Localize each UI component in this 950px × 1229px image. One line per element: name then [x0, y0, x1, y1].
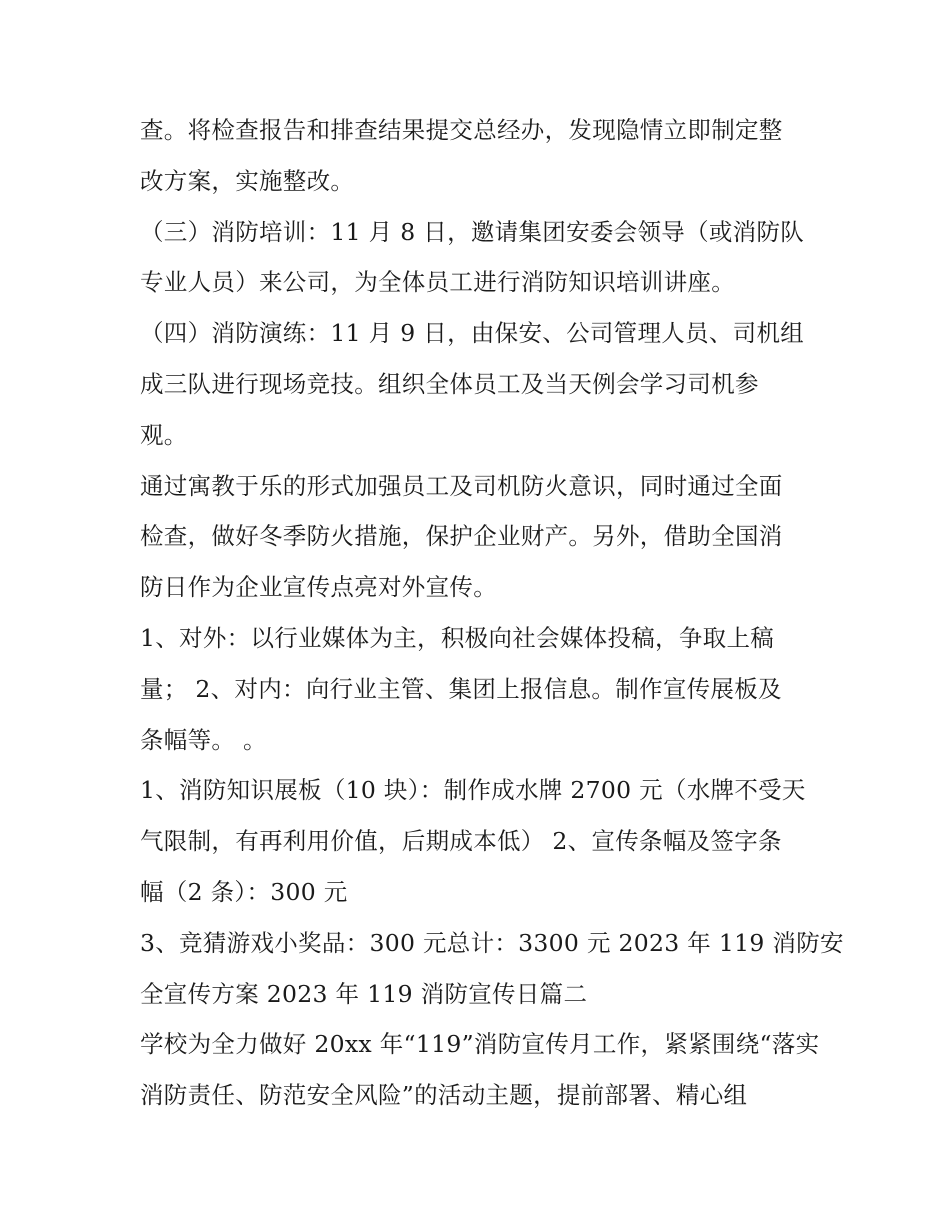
- text-line: 消防责任、防范安全风险”的活动主题，提前部署、精心组: [140, 1081, 748, 1110]
- text-line: 观。: [140, 420, 188, 449]
- text-line: 改方案，实施整改。: [140, 166, 355, 195]
- text-line: 条幅等。 。: [140, 725, 267, 754]
- document-body: [140, 105, 844, 1121]
- text-line: 气限制，有再利用价值，后期成本低） 2、宣传条幅及签字条: [140, 827, 782, 856]
- text-line: 3、竞猜游戏小奖品：300 元总计：3300 元 2023 年 119 消防安: [140, 928, 844, 957]
- text-line: 查。将检查报告和排查结果提交总经办，发现隐情立即制定整: [140, 116, 783, 144]
- text-line: （三）消防培训：11 月 8 日，邀请集团安委会领导（或消防队: [140, 217, 805, 246]
- text-line: 检查，做好冬季防火措施，保护企业财产。另外，借助全国消: [140, 522, 783, 551]
- text-line: 1、消防知识展板（10 块）：制作成水牌 2700 元（水牌不受天: [140, 776, 806, 805]
- text-line: 幅（2 条）：300 元: [140, 877, 348, 906]
- text-line: 1、对外：以行业媒体为主，积极向社会媒体投稿，争取上稿: [140, 623, 775, 652]
- text-line: 学校为全力做好 20xx 年“119”消防宣传月工作，紧紧围绕“落实: [140, 1030, 820, 1059]
- text-line: 成三队进行现场竞技。组织全体员工及当天例会学习司机参: [140, 369, 759, 398]
- text-line: 专业人员）来公司，为全体员工进行消防知识培训讲座。: [140, 268, 735, 297]
- text-line: 全宣传方案 2023 年 119 消防宣传日篇二: [140, 979, 588, 1008]
- text-line: 防日作为企业宣传点亮对外宣传。: [140, 573, 497, 602]
- text-line: （四）消防演练：11 月 9 日，由保安、公司管理人员、司机组: [140, 319, 805, 348]
- text-line: 量； 2、对内：向行业主管、集团上报信息。制作宣传展板及: [140, 674, 782, 703]
- text-line: 通过寓教于乐的形式加强员工及司机防火意识，同时通过全面: [140, 471, 783, 500]
